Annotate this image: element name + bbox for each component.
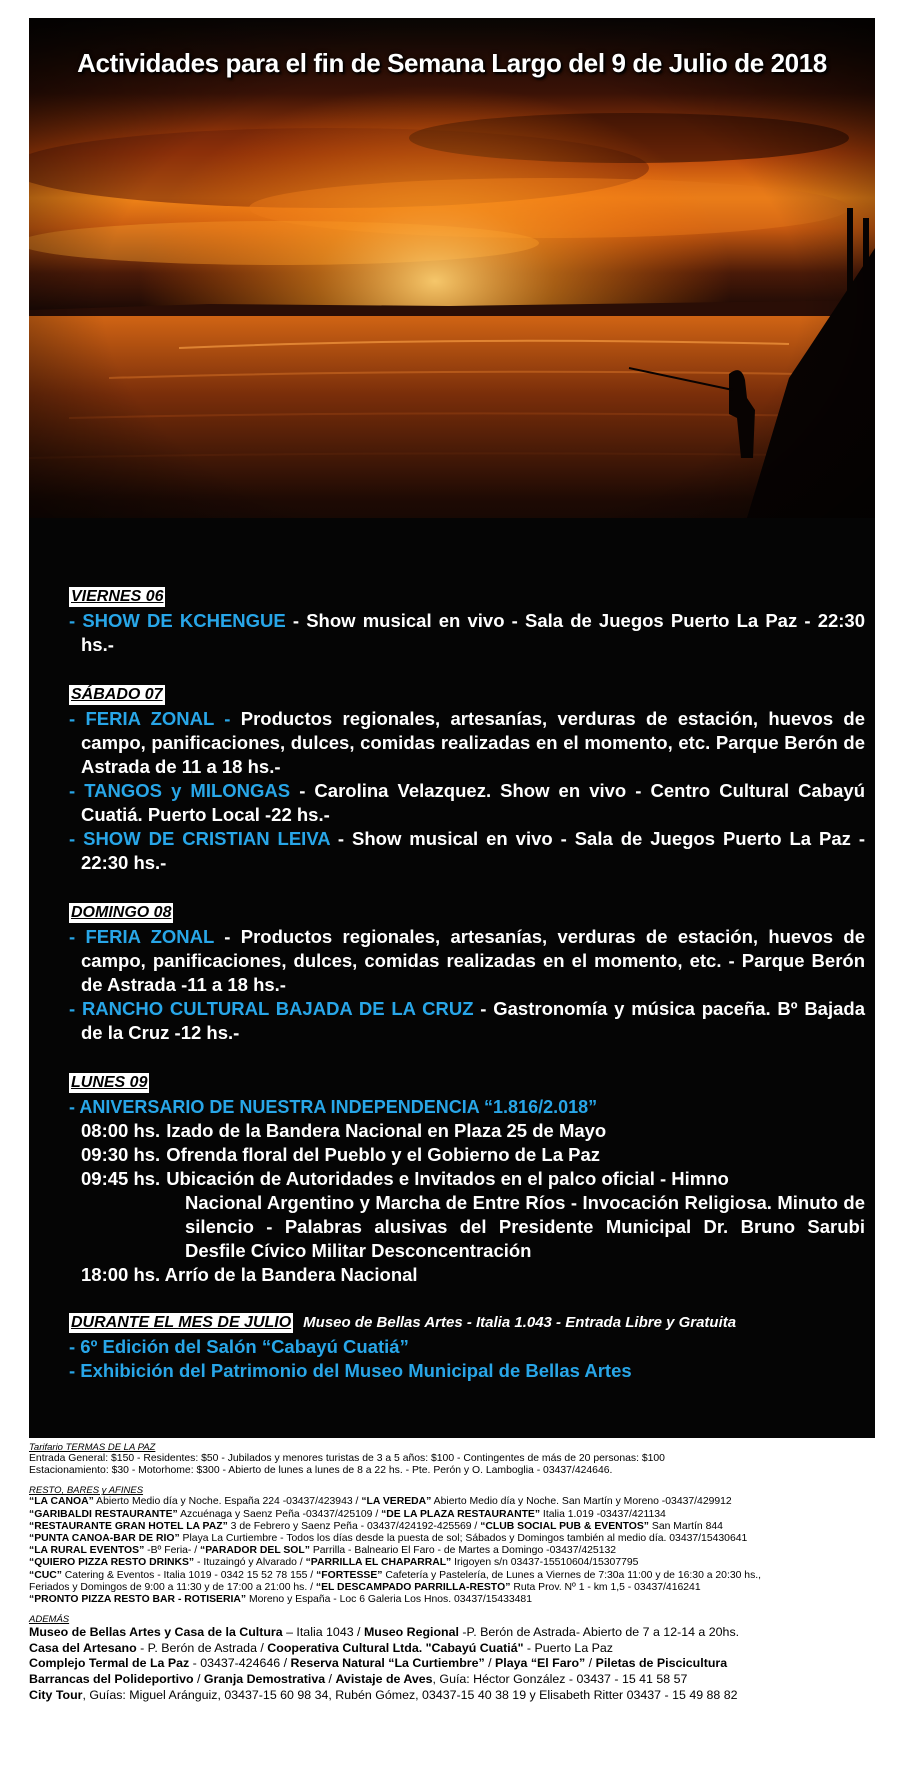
business-details: -P. Berón de Astrada- Abierto de 7 a 12-14 a 20hs. — [458, 1625, 740, 1640]
resto-line — [29, 1570, 875, 1582]
business-details: Feriados y Domingos de 9:00 a 11:30 y de 17:00 a 21:00 hs. / — [29, 1581, 316, 1593]
event-name: - TANGOS y MILONGAS — [69, 780, 291, 801]
business-details: , Guías: Miguel Aránguiz, 03437-15 60 98 34, Rubén Gómez, 03437-15 40 38 19 y Elisabeth Ritter 03437 - 15 49 88 82 — [82, 1687, 738, 1702]
event-name: - FERIA ZONAL - — [69, 708, 231, 729]
month-item: - Exhibición del Patrimonio del Museo Municipal de Bellas Artes — [69, 1360, 632, 1381]
business-name: “FORTESSE” — [316, 1569, 383, 1581]
event-name: - SHOW DE CRISTIAN LEIVA — [69, 828, 330, 849]
business-name: “LA RURAL EVENTOS” — [29, 1545, 145, 1557]
business-name: “RESTAURANTE GRAN HOTEL LA PAZ” — [29, 1520, 228, 1532]
business-name: “PARRILLA EL CHAPARRAL” — [305, 1557, 452, 1569]
business-name: “GARIBALDI RESTAURANTE” — [29, 1508, 178, 1520]
extra-line — [29, 1641, 875, 1657]
event-details: - Carolina Velazquez. Show en vivo - Centro Cultural Cabayú Cuatiá. Puerto Local -22 hs.- — [81, 780, 865, 825]
business-details: / — [484, 1656, 496, 1671]
poster-title: Actividades para el fin de Semana Largo del 9 de Julio de 2018 — [77, 48, 827, 78]
extra-line — [29, 1625, 875, 1641]
event-entry — [69, 707, 865, 779]
schedule-continuation: Nacional Argentino y Marcha de Entre Ríos - Invocación Religiosa. Minuto de silencio - Palabras alusivas del Presidente Municipal Dr. Bruno Sarubi Desfile Cívico Militar Desconcentración — [185, 1192, 865, 1261]
program — [69, 583, 865, 1383]
month-item: - 6º Edición del Salón “Cabayú Cuatiá” — [69, 1336, 409, 1357]
business-details: Catering & Eventos - Italia 1019 - 0342 15 52 78 155 / — [61, 1569, 317, 1581]
extra-line — [29, 1688, 875, 1704]
business-details: Abierto Medio día y Noche. San Martín y Moreno -03437/429912 — [431, 1496, 732, 1508]
business-details: Azcuénaga y Saenz Peña -03437/425109 / — [177, 1508, 382, 1520]
business-name: “EL DESCAMPADO PARRILLA-RESTÓ” — [315, 1581, 511, 1593]
business-details: Parrilla - Balneario El Faro - de Martes a Domingo -03437/425132 — [309, 1545, 617, 1557]
business-name: Complejo Termal de La Paz — [29, 1656, 190, 1671]
day-section — [69, 899, 865, 1045]
footer — [29, 1442, 875, 1703]
business-name: “DE LA PLAZA RESTAURANTE” — [381, 1508, 541, 1520]
business-name: Avistaje de Aves — [335, 1672, 433, 1687]
event-entry — [69, 827, 865, 875]
month-info: Museo de Bellas Artes - Italia 1.043 - Entrada Libre y Gratuita — [303, 1314, 737, 1331]
business-details: Irigoyen s/n 03437-15510604/15307795 — [451, 1557, 639, 1569]
sunset-river-image — [29, 18, 875, 578]
sunset-photo — [29, 18, 875, 578]
business-name: City Tour — [29, 1687, 83, 1702]
business-name: “LA VEREDA” — [361, 1496, 432, 1508]
schedule-time: 08:00 hs. — [81, 1120, 161, 1141]
business-name: Reserva Natural “La Curtiembre” — [290, 1656, 485, 1671]
business-details: Moreno y España - Loc 6 Galeria Los Hnos. 03437/15433481 — [246, 1594, 532, 1606]
event-name: - FERIA ZONAL — [69, 926, 214, 947]
day-list — [69, 583, 865, 1045]
schedule-text: Izado de la Bandera Nacional en Plaza 25 de Mayo — [166, 1120, 607, 1141]
event-entry — [69, 925, 865, 997]
resto-line — [29, 1557, 875, 1569]
month-header — [69, 1311, 865, 1335]
business-details: Playa La Curtiembre - Todos los días desde la puesta de sol; Sábados y Domingos también al medio día. 03437/15430641 — [179, 1533, 748, 1545]
resto-line — [29, 1509, 875, 1521]
business-details: San Martín 844 — [649, 1520, 723, 1532]
business-name: “PRONTO PIZZA RESTÓ BAR - ROTISERIA” — [29, 1594, 247, 1606]
business-name: Piletas de Piscicultura — [595, 1656, 728, 1671]
termas-heading: Tarifario TERMAS DE LA PAZ — [29, 1442, 156, 1453]
termas-line: Entrada General: $150 - Residentes: $50 - Jubilados y menores turistas de 3 a 5 años: $100 - Contingentes de más de 20 personas: $100 — [29, 1453, 665, 1464]
business-name: Barrancas del Polideportivo — [29, 1672, 194, 1687]
schedule-row-closing — [81, 1263, 865, 1287]
business-details: - Puerto La Paz — [523, 1640, 614, 1655]
resto-line — [29, 1545, 875, 1557]
event-entry — [69, 997, 865, 1045]
business-name: Playa “El Faro” — [495, 1656, 586, 1671]
business-name: Museo Regional — [363, 1625, 459, 1640]
resto-line — [29, 1521, 875, 1533]
schedule-row — [81, 1119, 865, 1143]
event-details: - Show musical en vivo - Sala de Juegos Puerto La Paz - 22:30 hs.- — [81, 828, 866, 873]
event-details: - Show musical en vivo - Sala de Juegos Puerto La Paz - 22:30 hs.- — [81, 610, 866, 655]
schedule-time: 18:00 hs. — [81, 1264, 161, 1285]
event-details: Productos regionales, artesanías, verduras de estación, huevos de campo, panificaciones, dulces, comidas realizadas en el momento, etc. Parque Berón de Astrada de 11 a 18 hs.- — [81, 708, 866, 777]
schedule-time: 09:30 hs. — [81, 1144, 161, 1165]
event-name: - RANCHO CULTURAL BAJADA DE LA CRUZ — [69, 998, 474, 1019]
day-label: LUNES 09 — [71, 1074, 148, 1091]
business-details: Abierto Medio día y Noche. España 224 -03437/423943 / — [93, 1496, 362, 1508]
schedule-text: Ofrenda floral del Pueblo y el Gobierno de La Paz — [166, 1144, 600, 1165]
schedule-text: Arrío de la Bandera Nacional — [164, 1264, 418, 1285]
day-label: SÁBADO 07 — [71, 686, 163, 703]
event-name: - SHOW DE KCHENGUE — [69, 610, 286, 631]
business-name: Casa del Artesano — [29, 1640, 137, 1655]
schedule-row — [81, 1167, 865, 1191]
day-label: DOMINGO 08 — [71, 904, 172, 921]
resto-line — [29, 1533, 875, 1545]
business-details: / — [585, 1656, 596, 1671]
business-name: Granja Demostrativa — [203, 1672, 326, 1687]
extra-list — [29, 1625, 875, 1703]
day-label: VIERNES 06 — [71, 588, 164, 605]
event-entry — [69, 609, 865, 657]
independence-title: - ANIVERSARIO DE NUESTRA INDEPENDENCIA “1.816/2.018” — [69, 1097, 598, 1117]
business-details: – Italia 1043 / — [282, 1625, 364, 1640]
business-name: Museo de Bellas Artes y Casa de la Cultura — [29, 1625, 283, 1640]
business-name: “CLUB SOCIAL PUB & EVENTOS” — [480, 1520, 649, 1532]
event-details: - Productos regionales, artesanías, verduras de estación, huevos de campo, panificaciones, dulces, comidas realizadas en el momento, etc. - Parque Berón de Astrada -11 a 18 hs.- — [81, 926, 865, 995]
extra-heading: ADEMÁS — [29, 1614, 70, 1626]
business-details: Italia 1.019 -03437/421134 — [540, 1508, 666, 1520]
resto-line — [29, 1594, 875, 1606]
business-name: Cooperativa Cultural Ltda. "Cabayú Cuatiá" — [267, 1640, 524, 1655]
resto-line — [29, 1496, 875, 1508]
day-section — [69, 583, 865, 657]
business-details: - P. Berón de Astrada / — [136, 1640, 268, 1655]
business-name: “PARADOR DEL SOL” — [200, 1545, 310, 1557]
resto-line — [29, 1582, 875, 1594]
event-details: - Gastronomía y música paceña. Bº Bajada de la Cruz -12 hs.- — [81, 998, 865, 1043]
business-name: “PUNTA CANOA-BAR DE RÍO” — [29, 1533, 180, 1545]
month-label: DURANTE EL MES DE JULIO — [71, 1314, 292, 1331]
month-section — [69, 1311, 865, 1383]
schedule-row — [81, 1143, 865, 1167]
business-name: “QUIERO PIZZA RESTO DRINKS” — [29, 1557, 195, 1569]
business-details: / — [325, 1672, 336, 1687]
extra-line — [29, 1656, 875, 1672]
monday-schedule — [69, 1119, 865, 1287]
resto-heading: RESTO, BARES y AFINES — [29, 1485, 144, 1497]
business-details: - Ituzaingó y Alvarado / — [194, 1557, 306, 1569]
business-details: , Guía: Héctor González - 03437 - 15 41 58 57 — [432, 1672, 688, 1687]
extra-line — [29, 1672, 875, 1688]
business-details: - 03437-424646 / — [189, 1656, 291, 1671]
event-entry — [69, 779, 865, 827]
schedule-time: 09:45 hs. — [81, 1168, 161, 1189]
resto-list — [29, 1496, 875, 1606]
business-details: Ruta Prov. Nº 1 - km 1,5 - 03437/416241 — [510, 1581, 701, 1593]
day-section — [69, 681, 865, 875]
business-details: Cafetería y Pastelería, de Lunes a Viernes de 7:30a 11:00 y de 16:30 a 20:30 hs., — [382, 1569, 762, 1581]
poster — [29, 18, 875, 1438]
business-details: / — [193, 1672, 204, 1687]
day-monday — [69, 1069, 865, 1287]
business-details: -Bº Feria- / — [144, 1545, 201, 1557]
termas-line: Estacionamiento: $30 - Motorhome: $300 - Abierto de lunes a lunes de 8 a 22 hs. - Pte. Perón y O. Lamboglia - 03437/424646. — [29, 1465, 613, 1477]
schedule-text: Ubicación de Autoridades e Invitados en el palco oficial - Himno — [166, 1168, 729, 1189]
business-name: “LA CANOA” — [29, 1496, 94, 1508]
business-name: “CUC” — [29, 1569, 62, 1581]
business-details: 3 de Febrero y Saenz Peña - 03437/424192-425569 / — [227, 1520, 481, 1532]
